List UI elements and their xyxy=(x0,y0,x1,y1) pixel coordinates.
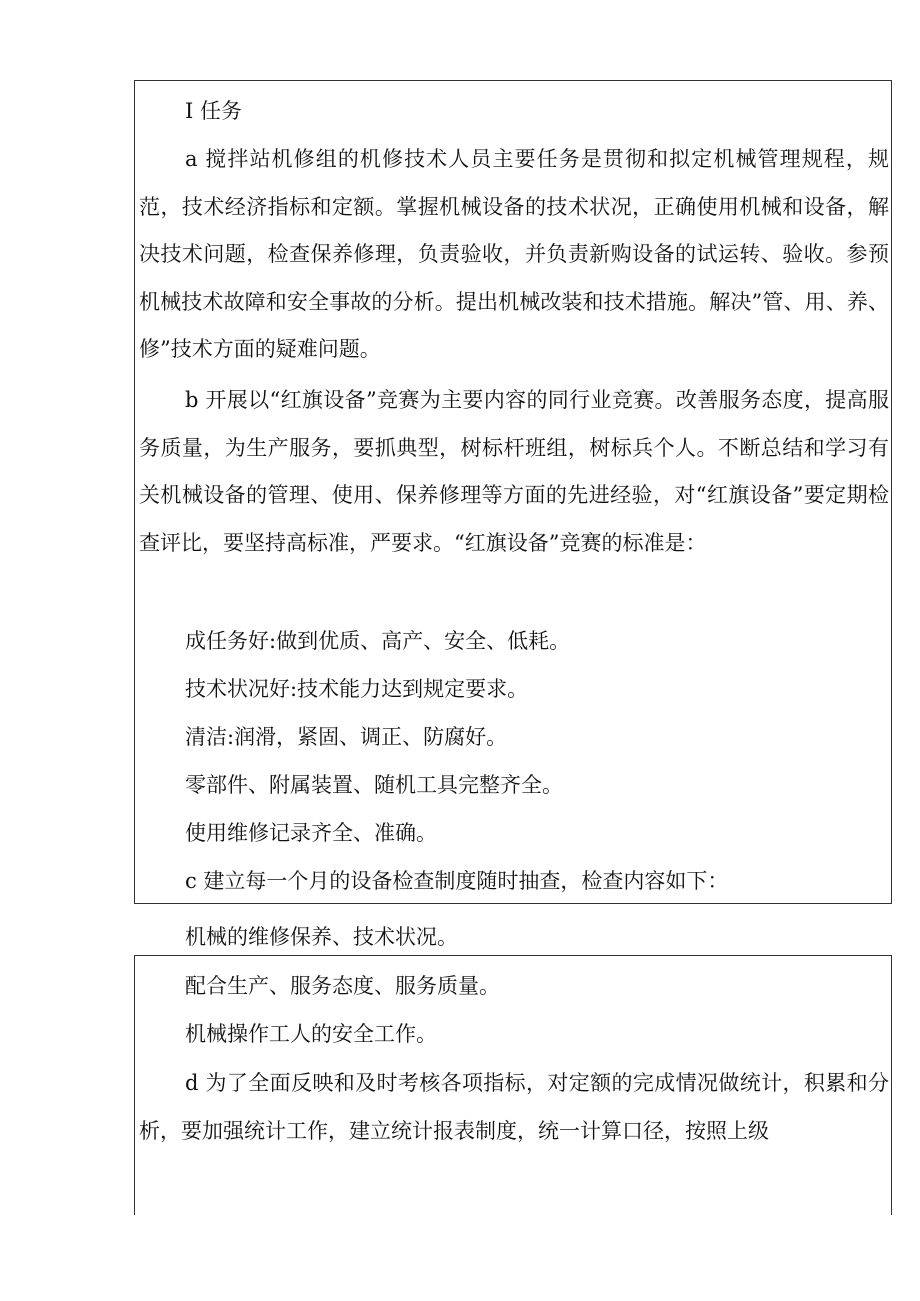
criteria-item: 使用维修记录齐全、准确。 xyxy=(185,821,437,845)
criteria-item: 成任务好:做到优质、高产、安全、低耗。 xyxy=(185,629,571,653)
paragraph-d: d 为了全面反映和及时考核各项指标，对定额的完成情况做统计，积累和分析，要加强统计工作，建立统计报表制度，统一计算口径，按照上级 xyxy=(139,1071,889,1143)
check-item: 机械操作工人的安全工作。 xyxy=(185,1022,437,1046)
paragraph-b: b 开展以“红旗设备”竞赛为主要内容的同行业竞赛。改善服务态度，提高服务质量，为生产服务，要抓典型，树标杆班组，树标兵个人。不断总结和学习有关机械设备的管理、使用、保养修理等方面的先进经验，对“红旗设备”要定期检查评比，要坚持高标准，严要求。“红旗设备”竞赛的标准是： xyxy=(139,388,889,555)
check-item: 机械的维修保养、技术状况。 xyxy=(185,925,458,949)
criteria-item: 清洁:润滑，紧固、调正、防腐好。 xyxy=(185,725,508,749)
section-title: I 任务 xyxy=(185,99,242,123)
paragraph-c: c 建立每一个月的设备检查制度随时抽查，检查内容如下： xyxy=(185,869,729,893)
criteria-item: 技术状况好:技术能力达到规定要求。 xyxy=(185,677,529,701)
paragraph-a: a 搅拌站机修组的机修技术人员主要任务是贯彻和拟定机械管理规程，规范，技术经济指标和定额。掌握机械设备的技术状况，正确使用机械和设备，解决技术问题，检查保养修理，负责验收，并负责新购设备的试运转、验收。参预机械技术故障和安全事故的分析。提出机械改装和技术措施。解决”管、用、养、修”技术方面的疑难问题。 xyxy=(139,147,889,361)
criteria-item: 零部件、附属装置、随机工具完整齐全。 xyxy=(185,773,563,797)
check-item: 配合生产、服务态度、服务质量。 xyxy=(185,974,500,998)
